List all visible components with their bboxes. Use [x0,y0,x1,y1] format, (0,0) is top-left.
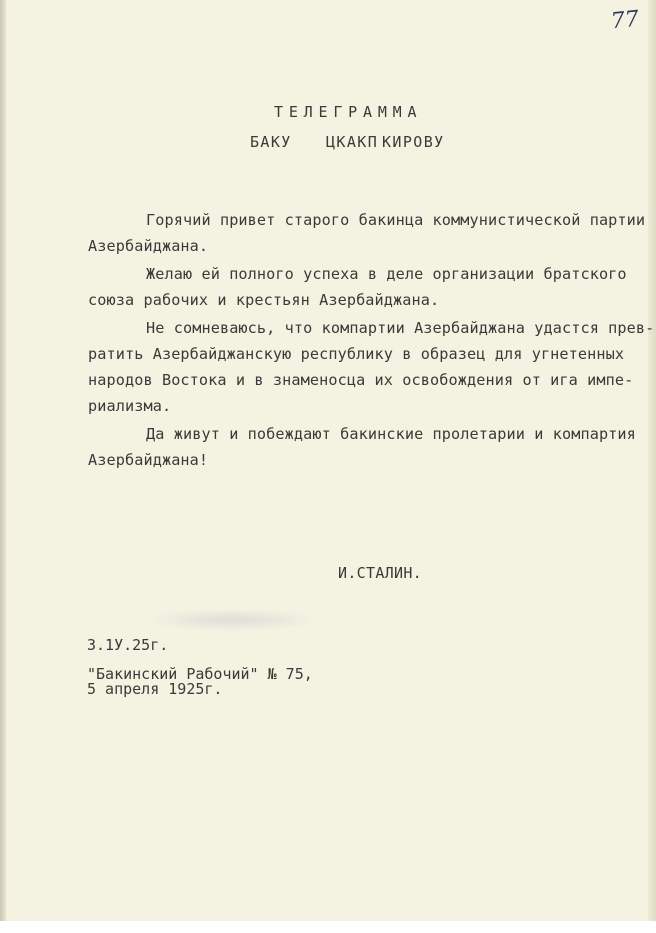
document-date: 3.1У.25г. [87,636,169,654]
body-line: риализма. [88,397,172,415]
body-line: Желаю ей полного успеха в деле организации братского [146,265,627,283]
signature: И.СТАЛИН. [338,564,422,582]
telegram-address-city: БАКУ [250,133,292,151]
body-line: народов Востока и в знаменосца их освобождения от ига импе- [88,371,634,389]
telegram-address-org: ЦКАКП [326,133,379,151]
scan-bottom-margin [0,921,656,933]
handwritten-page-number: 77 [609,6,641,35]
body-line: ратить Азербайджанскую республику в образец для угнетенных [88,345,625,363]
telegram-address-recipient: КИРОВУ [382,133,445,151]
paper-left-edge [0,0,6,933]
body-line: союза рабочих и крестьян Азербайджана. [88,291,440,309]
body-line: Не сомневаюсь, что компартии Азербайджана удастся прев- [146,319,655,337]
body-line: Азербайджана! [88,451,209,469]
source-publication: "Бакинский Рабочий" № 75, [87,665,313,683]
body-line: Да живут и побеждают бакинские пролетарии и компартия [146,425,636,443]
paper-right-edge [648,0,656,933]
source-date: 5 апреля 1925г. [87,680,223,698]
telegram-title: ТЕЛЕГРАММА [274,103,423,121]
body-line: Азербайджана. [88,237,209,255]
faded-stamp-mark [148,609,318,631]
body-line: Горячий привет старого бакинца коммунистической партии [146,211,646,229]
